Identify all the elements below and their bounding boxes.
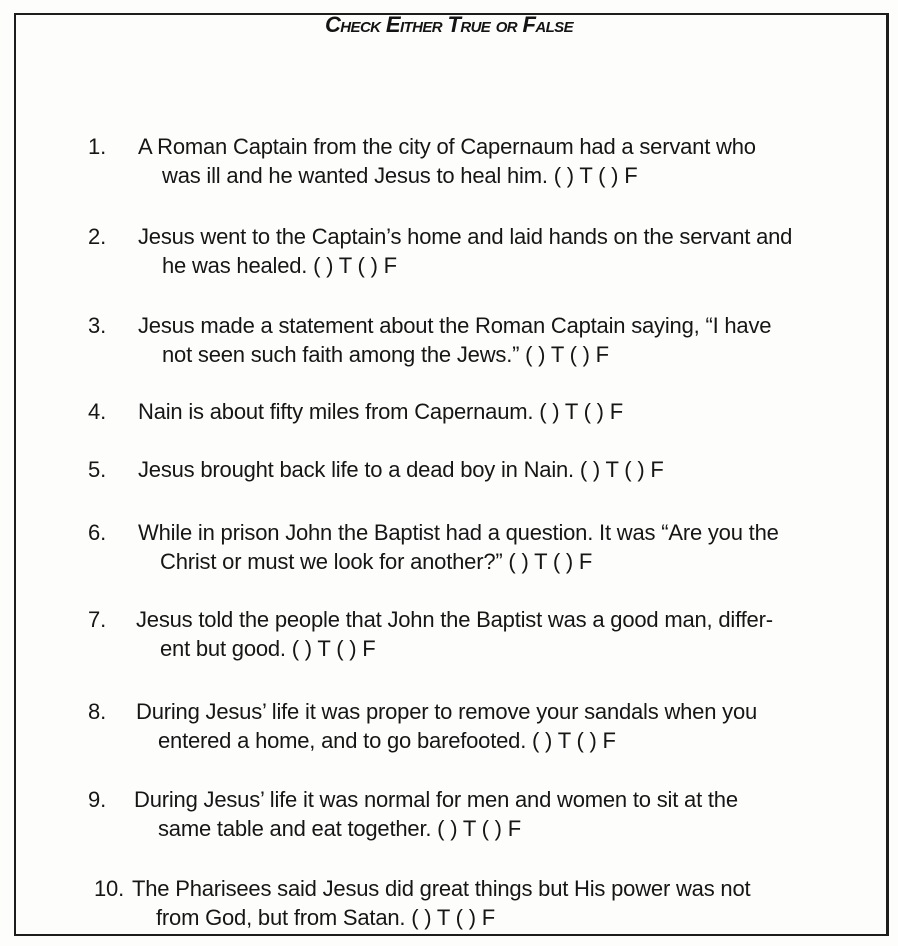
question-text: During Jesus’ life it was proper to remove your sandals when you [136,699,758,724]
question-number: 5. [88,457,106,482]
question-text: Jesus told the people that John the Baptist was a good man, differ- [136,607,773,632]
question-text-continued: was ill and he wanted Jesus to heal him. ( ) T ( ) F [162,163,638,188]
question-text-continued: same table and eat together. ( ) T ( ) F [158,816,521,841]
question-text: While in prison John the Baptist had a question. It was “Are you the [138,520,779,545]
question-text: Jesus brought back life to a dead boy in Nain. ( ) T ( ) F [138,457,664,482]
question-text-continued: from God, but from Satan. ( ) T ( ) F [156,905,495,930]
question-number: 10. [94,876,124,901]
question-number: 6. [88,520,106,545]
question-number: 3. [88,313,106,338]
question-text-continued: Christ or must we look for another?” ( ) T ( ) F [160,549,593,574]
question-number: 4. [88,399,106,424]
question-text-continued: entered a home, and to go barefooted. ( ) T ( ) F [158,728,616,753]
question-number: 9. [88,787,106,812]
question-text: A Roman Captain from the city of Capernaum had a servant who [138,134,756,159]
question-text: During Jesus’ life it was normal for men and women to sit at the [134,787,738,812]
question-text-continued: ent but good. ( ) T ( ) F [160,636,376,661]
question-text: Nain is about fifty miles from Capernaum. ( ) T ( ) F [138,399,623,424]
question-text: The Pharisees said Jesus did great things but His power was not [132,876,751,901]
question-number: 1. [88,134,106,159]
question-number: 8. [88,699,106,724]
question-text: Jesus went to the Captain’s home and laid hands on the servant and [138,224,793,249]
question-number: 7. [88,607,106,632]
question-text-continued: not seen such faith among the Jews.” ( ) T ( ) F [162,342,609,367]
question-text: Jesus made a statement about the Roman Captain saying, “I have [138,313,772,338]
question-text-continued: he was healed. ( ) T ( ) F [162,253,397,278]
worksheet-title: Check Either True or False [325,12,573,37]
question-number: 2. [88,224,106,249]
